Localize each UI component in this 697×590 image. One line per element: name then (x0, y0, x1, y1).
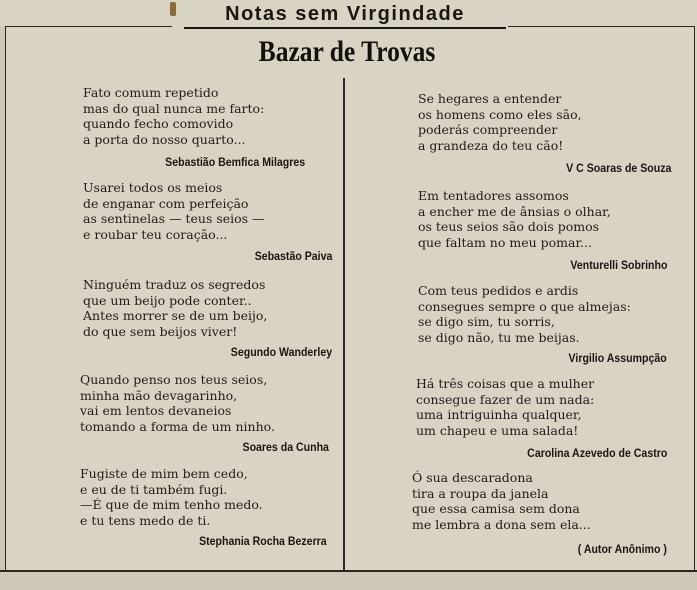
poem-author: Sebastão Paiva (254, 251, 332, 263)
poem-author: Sebastião Bemfica Milagres (165, 157, 305, 169)
poem-author: Segundo Wanderley (230, 347, 332, 359)
poem-text: Fato comum repetido mas do qual nunca me farto: quando fecho comovido a porta do nosso quarto... (83, 85, 265, 147)
poem-author: Virgilio Assumpção (568, 353, 667, 365)
ink-mark (170, 2, 176, 16)
page-title: Bazar de Trovas (258, 35, 436, 68)
poem-author: ( Autor Anônimo ) (577, 544, 667, 556)
poem-text: Ó sua descaradona tira a roupa da janela que essa camisa sem dona me lembra a dona sem ela... (412, 470, 591, 532)
section-title: Notas sem Virgindade (225, 3, 465, 25)
poem-text: Fugiste de mim bem cedo, e eu de ti também fugi. —É que de mim tenho medo. e tu tens medo de ti. (80, 466, 263, 528)
poem-author: V C Soaras de Souza (565, 163, 671, 175)
poem-author: Soares da Cunha (242, 442, 329, 454)
poem-author: Venturelli Sobrinho (569, 260, 667, 272)
poem-text: Quando penso nos teus seios, minha mão devagarinho, vai em lentos devaneios tomando a forma de um ninho. (80, 372, 275, 434)
section-title-underline (184, 27, 506, 29)
column-divider (343, 78, 345, 570)
poem-author: Stephania Rocha Bezerra (199, 536, 327, 548)
poem-text: Ninguém traduz os segredos que um beijo pode conter.. Antes morrer se de um beijo, do que sem beijos viver! (83, 277, 268, 339)
poem-text: Usarei todos os meios de enganar com perfeição as sentinelas — teus seios — e roubar teu coração... (83, 180, 265, 242)
page-bottom-edge (0, 570, 697, 590)
poem-text: Há três coisas que a mulher consegue fazer de um nada: uma intriguinha qualquer, um chapeu e uma salada! (416, 376, 595, 438)
poem-text: Com teus pedidos e ardis consegues sempre o que almejas: se digo sim, tu sorris, se digo não, tu me beijas. (418, 283, 631, 345)
poem-text: Em tentadores assomos a encher me de ânsias o olhar, os teus seios são dois pomos que faltam no meu pomar... (418, 188, 611, 250)
poem-author: Carolina Azevedo de Castro (526, 448, 667, 460)
poem-text: Se hegares a entender os homens como eles são, poderás compreender a grandeza do teu cão! (418, 91, 582, 153)
